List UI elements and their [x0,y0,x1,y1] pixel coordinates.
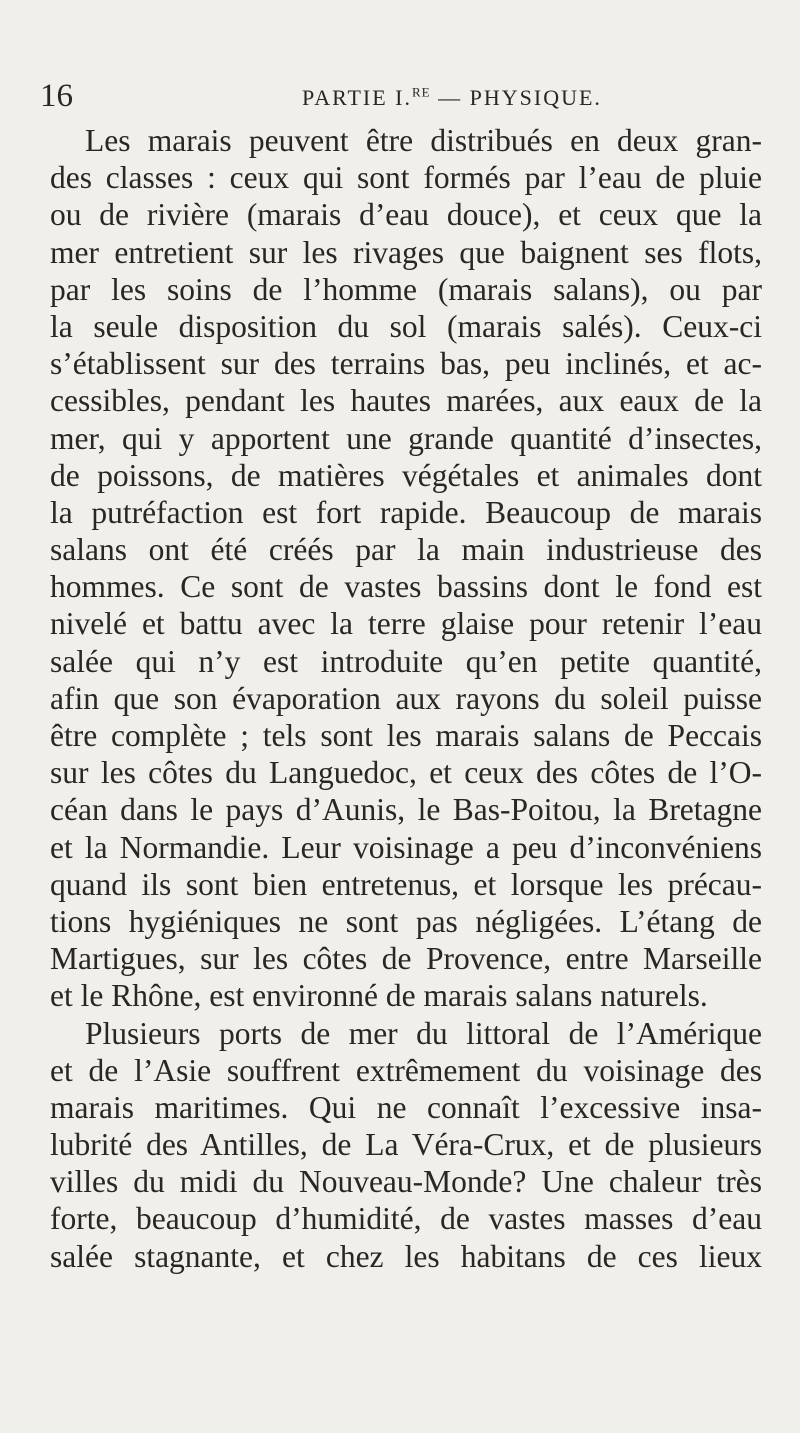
body-text [50,122,762,1275]
text-line: villes du midi du Nouveau-Monde? Une chaleur très [50,1164,762,1200]
text-line: marais maritimes. Qui ne connaît l’excessive insa- [50,1089,762,1125]
running-title [302,84,602,112]
text-line: mer entretient sur les rivages que baignent ses flots, [50,234,762,270]
text-line: la putréfaction est fort rapide. Beaucoup de marais [50,494,762,530]
text-line: être complète ; tels sont les marais salans de Peccais [50,718,762,753]
running-title-superscript: RE [412,84,431,100]
text-line: céan dans le pays d’Aunis, le Bas-Poitou, la Bretagne [50,792,762,828]
text-line: et la Normandie. Leur voisinage a peu d’inconvéniens [50,829,762,865]
text-line: nivelé et battu avec la terre glaise pour retenir l’eau [50,606,762,642]
running-title-part: PARTIE I. [302,85,412,110]
paragraph-2 [50,1015,762,1275]
text-line: des classes : ceux qui sont formés par l’eau de pluie [50,160,762,196]
text-line: et de l’Asie souffrent extrêmement du voisinage des [50,1052,762,1088]
text-line: par les soins de l’homme (marais salans), ou par [50,271,762,307]
text-line: tions hygiéniques ne sont pas négligées. L’étang de [50,903,762,939]
text-line: de poissons, de matières végétales et animales dont [50,457,762,493]
text-line: et le Rhône, est environné de marais salans naturels. [50,978,708,1014]
text-line: forte, beaucoup d’humidité, de vastes masses d’eau [50,1201,762,1237]
text-line: afin que son évaporation aux rayons du soleil puisse [50,680,762,716]
paragraph-1 [50,122,762,1015]
running-head [40,78,760,114]
text-line: cessibles, pendant les hautes marées, aux eaux de la [50,383,762,419]
text-line: salans ont été créés par la main industrieuse des [50,532,762,568]
text-line: mer, qui y apportent une grande quantité d’insectes, [50,420,762,456]
text-line: s’établissent sur des terrains bas, peu inclinés, et ac- [50,346,762,382]
text-line: ou de rivière (marais d’eau douce), et ceux que la [50,197,762,233]
text-line: hommes. Ce sont de vastes bassins dont le fond est [50,569,762,605]
text-line: sur les côtes du Languedoc, et ceux des côtes de l’O- [50,755,762,791]
text-line: salée qui n’y est introduite qu’en petite quantité, [50,643,762,679]
text-line: Les marais peuvent être distribués en deux gran- [85,123,762,158]
text-line: la seule disposition du sol (marais salés). Ceux-ci [50,308,762,344]
text-line: salée stagnante, et chez les habitans de ces lieux [50,1238,762,1274]
page-number: 16 [40,78,73,114]
running-title-section: — PHYSIQUE. [430,85,602,110]
text-line: quand ils sont bien entretenus, et lorsque les précau- [50,866,762,902]
text-line: Plusieurs ports de mer du littoral de l’Amérique [85,1015,762,1051]
text-line: Martigues, sur les côtes de Provence, entre Marseille [50,941,762,977]
text-line: lubrité des Antilles, de La Véra-Crux, et de plusieurs [50,1127,762,1163]
